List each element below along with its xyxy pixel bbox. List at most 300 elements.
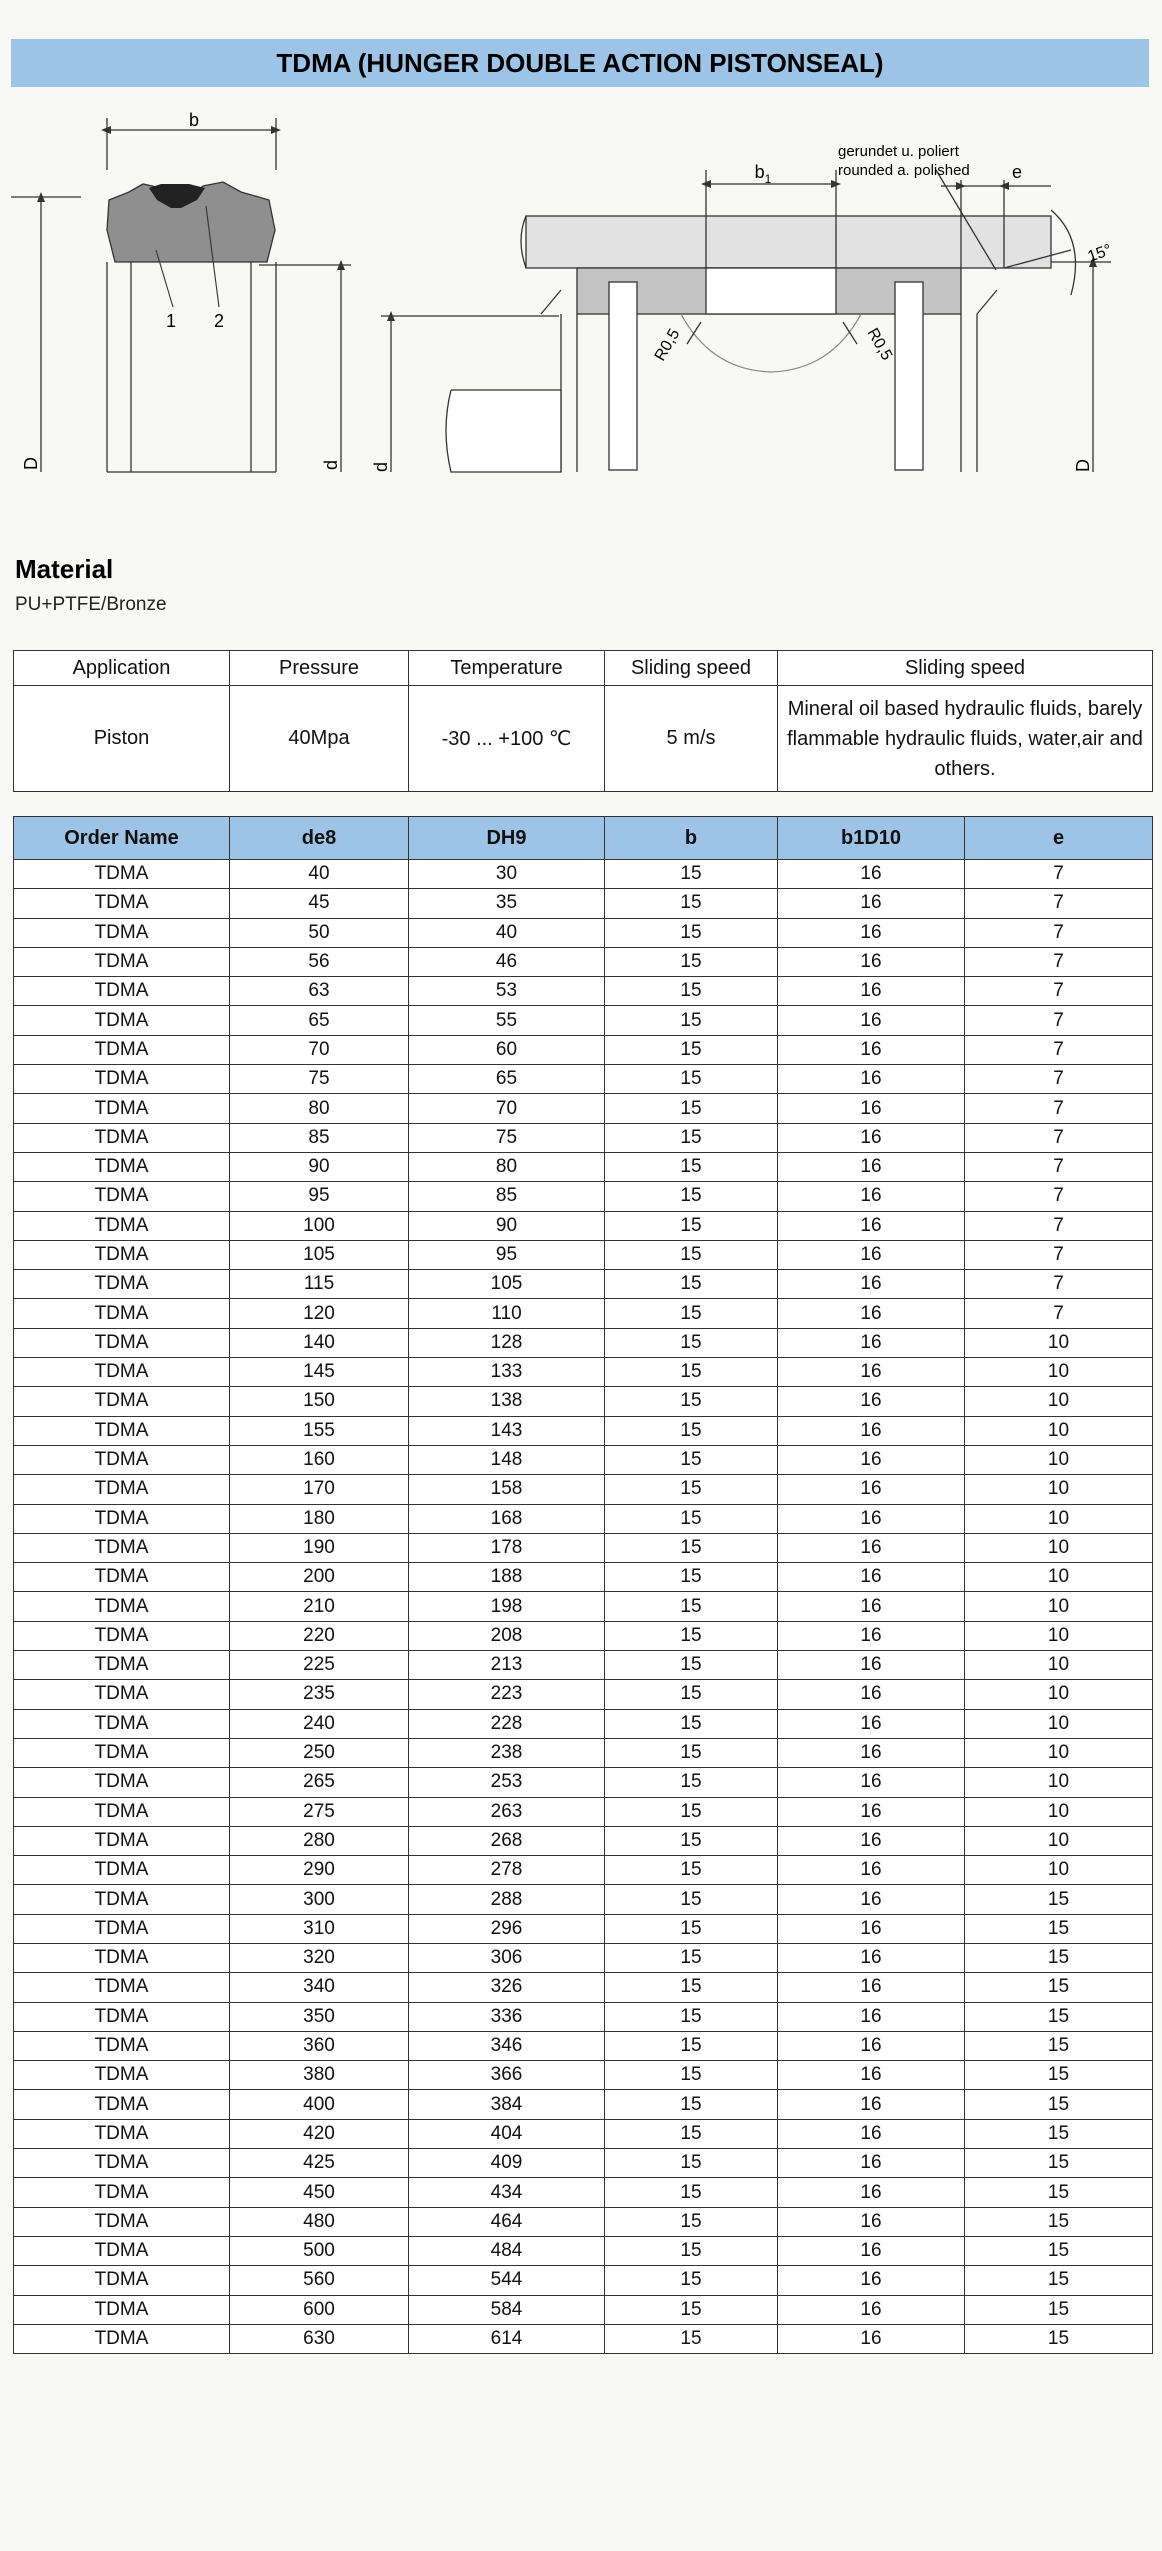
- cell-b: 15: [605, 947, 778, 976]
- cell-e: 10: [965, 1328, 1153, 1357]
- cell-de8: 425: [230, 2149, 409, 2178]
- cell-b1d10: 16: [778, 1768, 965, 1797]
- table-row: [14, 1094, 1153, 1123]
- cell-b1d10: 16: [778, 1006, 965, 1035]
- cell-b1d10: 16: [778, 1826, 965, 1855]
- cell-de8: 50: [230, 918, 409, 947]
- cell-de8: 95: [230, 1182, 409, 1211]
- cell-b: 15: [605, 2061, 778, 2090]
- cell-dh9: 60: [409, 1035, 605, 1064]
- cell-b: 15: [605, 2236, 778, 2265]
- cell-de8: 200: [230, 1563, 409, 1592]
- cell-order-name: TDMA: [14, 918, 230, 947]
- cell-de8: 630: [230, 2324, 409, 2353]
- dimension-label-b1: $b_1$: [754, 162, 772, 186]
- value-pressure: 40Mpa: [230, 686, 409, 792]
- cell-b: 15: [605, 1416, 778, 1445]
- material-value: PU+PTFE/Bronze: [15, 594, 167, 615]
- cell-b: 15: [605, 1738, 778, 1767]
- cell-dh9: 213: [409, 1651, 605, 1680]
- cell-b: 15: [605, 1358, 778, 1387]
- cell-b1d10: 16: [778, 2178, 965, 2207]
- dimension-label-d-right: d: [371, 461, 391, 472]
- cell-b: 15: [605, 1885, 778, 1914]
- cell-b1d10: 16: [778, 860, 965, 889]
- cell-order-name: TDMA: [14, 1445, 230, 1474]
- radius-label-right: R0,5: [863, 325, 896, 364]
- cell-de8: 180: [230, 1504, 409, 1533]
- cell-order-name: TDMA: [14, 1504, 230, 1533]
- cell-order-name: TDMA: [14, 1152, 230, 1181]
- cell-de8: 90: [230, 1152, 409, 1181]
- cell-b1d10: 16: [778, 2266, 965, 2295]
- cell-b: 15: [605, 918, 778, 947]
- table-row: [14, 2119, 1153, 2148]
- cell-e: 15: [965, 2119, 1153, 2148]
- cell-b1d10: 16: [778, 1738, 965, 1767]
- header-sliding-speed: Sliding speed: [605, 651, 778, 686]
- cell-dh9: 346: [409, 2031, 605, 2060]
- cell-order-name: TDMA: [14, 2207, 230, 2236]
- table-row: [14, 2061, 1153, 2090]
- cell-b: 15: [605, 1826, 778, 1855]
- table-row: [14, 2295, 1153, 2324]
- table-row: [14, 1592, 1153, 1621]
- cell-e: 15: [965, 2178, 1153, 2207]
- cell-e: 10: [965, 1856, 1153, 1885]
- cell-b1d10: 16: [778, 1797, 965, 1826]
- cell-dh9: 278: [409, 1856, 605, 1885]
- cell-order-name: TDMA: [14, 1826, 230, 1855]
- cell-order-name: TDMA: [14, 1651, 230, 1680]
- table-row: [14, 889, 1153, 918]
- cell-b1d10: 16: [778, 1065, 965, 1094]
- cell-e: 7: [965, 1211, 1153, 1240]
- cell-e: 10: [965, 1358, 1153, 1387]
- cell-order-name: TDMA: [14, 1240, 230, 1269]
- page-title: TDMA (HUNGER DOUBLE ACTION PISTONSEAL): [11, 39, 1149, 87]
- cell-b1d10: 16: [778, 1445, 965, 1474]
- value-sliding-speed: 5 m/s: [605, 686, 778, 792]
- cell-b: 15: [605, 1475, 778, 1504]
- cell-de8: 85: [230, 1123, 409, 1152]
- cell-e: 7: [965, 1035, 1153, 1064]
- cell-order-name: TDMA: [14, 2149, 230, 2178]
- cell-de8: 115: [230, 1270, 409, 1299]
- application-table-value-row: [14, 686, 1153, 792]
- cell-dh9: 30: [409, 860, 605, 889]
- table-row: [14, 1826, 1153, 1855]
- table-row: [14, 1504, 1153, 1533]
- dimension-label-e: e: [1011, 162, 1023, 182]
- cell-order-name: TDMA: [14, 2236, 230, 2265]
- cell-b: 15: [605, 1152, 778, 1181]
- cell-e: 15: [965, 1914, 1153, 1943]
- cell-dh9: 208: [409, 1621, 605, 1650]
- cell-b: 15: [605, 1328, 778, 1357]
- cell-b1d10: 16: [778, 889, 965, 918]
- table-row: [14, 1358, 1153, 1387]
- cell-b: 15: [605, 1768, 778, 1797]
- cell-e: 7: [965, 1123, 1153, 1152]
- application-table: [13, 650, 1153, 792]
- cell-order-name: TDMA: [14, 2090, 230, 2119]
- cell-e: 7: [965, 1240, 1153, 1269]
- cell-b: 15: [605, 1035, 778, 1064]
- cell-b: 15: [605, 1065, 778, 1094]
- cell-b: 15: [605, 1797, 778, 1826]
- cell-b: 15: [605, 1006, 778, 1035]
- header-dh9: DH9: [409, 817, 605, 860]
- cell-order-name: TDMA: [14, 1768, 230, 1797]
- cell-order-name: TDMA: [14, 1035, 230, 1064]
- cell-dh9: 70: [409, 1094, 605, 1123]
- cell-dh9: 35: [409, 889, 605, 918]
- cell-dh9: 75: [409, 1123, 605, 1152]
- table-row: [14, 947, 1153, 976]
- cell-dh9: 614: [409, 2324, 605, 2353]
- seal-technical-drawing: [11, 100, 1151, 500]
- cell-b1d10: 16: [778, 2031, 965, 2060]
- cell-dh9: 110: [409, 1299, 605, 1328]
- cell-b1d10: 16: [778, 1504, 965, 1533]
- cell-b: 15: [605, 1943, 778, 1972]
- cell-b1d10: 16: [778, 1358, 965, 1387]
- cell-dh9: 288: [409, 1885, 605, 1914]
- table-row: [14, 2178, 1153, 2207]
- cell-order-name: TDMA: [14, 1738, 230, 1767]
- cell-e: 7: [965, 1065, 1153, 1094]
- cell-order-name: TDMA: [14, 1592, 230, 1621]
- cell-de8: 190: [230, 1533, 409, 1562]
- table-row: [14, 1621, 1153, 1650]
- header-pressure: Pressure: [230, 651, 409, 686]
- cell-b1d10: 16: [778, 1885, 965, 1914]
- cell-de8: 145: [230, 1358, 409, 1387]
- header-sliding-speed-media: Sliding speed: [778, 651, 1153, 686]
- table-row: [14, 1123, 1153, 1152]
- cell-order-name: TDMA: [14, 2266, 230, 2295]
- cell-b: 15: [605, 1973, 778, 2002]
- table-row: [14, 1182, 1153, 1211]
- cell-order-name: TDMA: [14, 2119, 230, 2148]
- cell-de8: 235: [230, 1680, 409, 1709]
- cell-dh9: 188: [409, 1563, 605, 1592]
- cell-order-name: TDMA: [14, 1797, 230, 1826]
- cell-dh9: 404: [409, 2119, 605, 2148]
- cell-de8: 80: [230, 1094, 409, 1123]
- cell-dh9: 296: [409, 1914, 605, 1943]
- table-row: [14, 1270, 1153, 1299]
- cell-e: 15: [965, 2031, 1153, 2060]
- table-row: [14, 2002, 1153, 2031]
- cell-b1d10: 16: [778, 1856, 965, 1885]
- cell-dh9: 168: [409, 1504, 605, 1533]
- cell-b: 15: [605, 2149, 778, 2178]
- table-row: [14, 1035, 1153, 1064]
- cell-de8: 105: [230, 1240, 409, 1269]
- cell-b1d10: 16: [778, 1299, 965, 1328]
- cell-b: 15: [605, 1680, 778, 1709]
- table-row: [14, 1152, 1153, 1181]
- cell-b1d10: 16: [778, 1563, 965, 1592]
- cell-e: 15: [965, 1943, 1153, 1972]
- cell-e: 15: [965, 2149, 1153, 2178]
- cell-de8: 420: [230, 2119, 409, 2148]
- cell-de8: 265: [230, 1768, 409, 1797]
- cell-order-name: TDMA: [14, 2178, 230, 2207]
- dimension-label-b: b: [188, 110, 200, 130]
- cell-b1d10: 16: [778, 1533, 965, 1562]
- cell-dh9: 85: [409, 1182, 605, 1211]
- cell-b: 15: [605, 2119, 778, 2148]
- cell-e: 10: [965, 1445, 1153, 1474]
- cell-dh9: 143: [409, 1416, 605, 1445]
- cell-dh9: 336: [409, 2002, 605, 2031]
- cell-dh9: 268: [409, 1826, 605, 1855]
- table-row: [14, 1533, 1153, 1562]
- cell-dh9: 158: [409, 1475, 605, 1504]
- cell-dh9: 228: [409, 1709, 605, 1738]
- table-row: [14, 1065, 1153, 1094]
- table-row: [14, 1006, 1153, 1035]
- cell-order-name: TDMA: [14, 1709, 230, 1738]
- surface-note-de: gerundet u. poliert: [838, 143, 959, 160]
- cell-order-name: TDMA: [14, 2002, 230, 2031]
- cell-e: 10: [965, 1651, 1153, 1680]
- cell-de8: 360: [230, 2031, 409, 2060]
- cell-dh9: 53: [409, 977, 605, 1006]
- cell-de8: 56: [230, 947, 409, 976]
- cell-b: 15: [605, 2031, 778, 2060]
- cell-de8: 400: [230, 2090, 409, 2119]
- cell-e: 10: [965, 1504, 1153, 1533]
- cell-de8: 65: [230, 1006, 409, 1035]
- table-row: [14, 2090, 1153, 2119]
- cell-order-name: TDMA: [14, 2324, 230, 2353]
- dimension-label-D-right: D: [1073, 459, 1093, 472]
- value-application: Piston: [14, 686, 230, 792]
- cell-e: 15: [965, 2090, 1153, 2119]
- cell-b: 15: [605, 1182, 778, 1211]
- table-row: [14, 1240, 1153, 1269]
- cell-b: 15: [605, 1387, 778, 1416]
- part-label-1: 1: [165, 311, 177, 331]
- cell-e: 7: [965, 977, 1153, 1006]
- cell-de8: 75: [230, 1065, 409, 1094]
- table-row: [14, 1768, 1153, 1797]
- cell-dh9: 326: [409, 1973, 605, 2002]
- header-application: Application: [14, 651, 230, 686]
- cell-b: 15: [605, 977, 778, 1006]
- cell-dh9: 464: [409, 2207, 605, 2236]
- cell-dh9: 409: [409, 2149, 605, 2178]
- surface-note-en: rounded a. polished: [838, 162, 970, 179]
- cell-order-name: TDMA: [14, 1299, 230, 1328]
- table-row: [14, 1445, 1153, 1474]
- cell-dh9: 253: [409, 1768, 605, 1797]
- cell-de8: 340: [230, 1973, 409, 2002]
- cell-e: 7: [965, 1182, 1153, 1211]
- table-row: [14, 1211, 1153, 1240]
- cell-order-name: TDMA: [14, 977, 230, 1006]
- cell-e: 10: [965, 1387, 1153, 1416]
- cell-de8: 150: [230, 1387, 409, 1416]
- cell-dh9: 40: [409, 918, 605, 947]
- cell-order-name: TDMA: [14, 1475, 230, 1504]
- table-row: [14, 1797, 1153, 1826]
- cell-de8: 225: [230, 1651, 409, 1680]
- cell-de8: 500: [230, 2236, 409, 2265]
- angle-label: 15°: [1085, 241, 1115, 266]
- cell-de8: 350: [230, 2002, 409, 2031]
- cell-b1d10: 16: [778, 1943, 965, 1972]
- cell-order-name: TDMA: [14, 1563, 230, 1592]
- cell-b1d10: 16: [778, 1387, 965, 1416]
- cell-de8: 170: [230, 1475, 409, 1504]
- cell-dh9: 434: [409, 2178, 605, 2207]
- cell-b: 15: [605, 1856, 778, 1885]
- part-label-2: 2: [213, 311, 225, 331]
- table-row: [14, 1738, 1153, 1767]
- cell-de8: 45: [230, 889, 409, 918]
- cell-b: 15: [605, 1651, 778, 1680]
- cell-dh9: 198: [409, 1592, 605, 1621]
- cell-b: 15: [605, 2178, 778, 2207]
- cell-b1d10: 16: [778, 1592, 965, 1621]
- cell-order-name: TDMA: [14, 1065, 230, 1094]
- cell-dh9: 178: [409, 1533, 605, 1562]
- cell-b1d10: 16: [778, 1621, 965, 1650]
- cell-e: 7: [965, 1270, 1153, 1299]
- cell-b: 15: [605, 1563, 778, 1592]
- cell-dh9: 95: [409, 1240, 605, 1269]
- cell-b1d10: 16: [778, 2149, 965, 2178]
- table-row: [14, 1943, 1153, 1972]
- cell-b1d10: 16: [778, 1270, 965, 1299]
- cell-b: 15: [605, 2090, 778, 2119]
- cell-b: 15: [605, 2324, 778, 2353]
- cell-e: 7: [965, 947, 1153, 976]
- cell-dh9: 238: [409, 1738, 605, 1767]
- cell-dh9: 306: [409, 1943, 605, 1972]
- cell-de8: 380: [230, 2061, 409, 2090]
- cell-order-name: TDMA: [14, 2295, 230, 2324]
- cell-e: 10: [965, 1533, 1153, 1562]
- cell-de8: 210: [230, 1592, 409, 1621]
- table-row: [14, 2031, 1153, 2060]
- cell-de8: 240: [230, 1709, 409, 1738]
- cell-e: 15: [965, 2324, 1153, 2353]
- cell-dh9: 263: [409, 1797, 605, 1826]
- table-row: [14, 2149, 1153, 2178]
- cell-e: 7: [965, 1006, 1153, 1035]
- cell-order-name: TDMA: [14, 1914, 230, 1943]
- cell-b: 15: [605, 1094, 778, 1123]
- table-row: [14, 977, 1153, 1006]
- cell-b1d10: 16: [778, 1094, 965, 1123]
- cell-e: 7: [965, 1299, 1153, 1328]
- cell-dh9: 223: [409, 1680, 605, 1709]
- cell-e: 7: [965, 1094, 1153, 1123]
- cell-b1d10: 16: [778, 1182, 965, 1211]
- cell-b: 15: [605, 1445, 778, 1474]
- table-row: [14, 1680, 1153, 1709]
- cell-de8: 140: [230, 1328, 409, 1357]
- cell-dh9: 128: [409, 1328, 605, 1357]
- cell-b1d10: 16: [778, 2061, 965, 2090]
- cell-b: 15: [605, 1123, 778, 1152]
- table-row: [14, 2236, 1153, 2265]
- header-e: e: [965, 817, 1153, 860]
- cell-order-name: TDMA: [14, 1358, 230, 1387]
- table-row: [14, 2266, 1153, 2295]
- table-row: [14, 1416, 1153, 1445]
- cell-e: 10: [965, 1621, 1153, 1650]
- cell-e: 15: [965, 2207, 1153, 2236]
- cell-de8: 300: [230, 1885, 409, 1914]
- cell-order-name: TDMA: [14, 1416, 230, 1445]
- cell-dh9: 65: [409, 1065, 605, 1094]
- cell-b: 15: [605, 1270, 778, 1299]
- cell-b1d10: 16: [778, 2090, 965, 2119]
- cell-b1d10: 16: [778, 2207, 965, 2236]
- cell-e: 10: [965, 1592, 1153, 1621]
- table-row: [14, 1299, 1153, 1328]
- cell-b: 15: [605, 2002, 778, 2031]
- cell-b1d10: 16: [778, 1973, 965, 2002]
- cell-b1d10: 16: [778, 1123, 965, 1152]
- cell-e: 7: [965, 889, 1153, 918]
- cell-de8: 250: [230, 1738, 409, 1767]
- cell-dh9: 366: [409, 2061, 605, 2090]
- cell-order-name: TDMA: [14, 1182, 230, 1211]
- cell-b: 15: [605, 1709, 778, 1738]
- cell-de8: 220: [230, 1621, 409, 1650]
- cell-b1d10: 16: [778, 1211, 965, 1240]
- cell-b1d10: 16: [778, 1416, 965, 1445]
- cell-b: 15: [605, 1621, 778, 1650]
- cell-dh9: 138: [409, 1387, 605, 1416]
- table-row: [14, 1328, 1153, 1357]
- table-row: [14, 2324, 1153, 2353]
- cell-e: 10: [965, 1826, 1153, 1855]
- cell-dh9: 584: [409, 2295, 605, 2324]
- cell-de8: 120: [230, 1299, 409, 1328]
- cell-b1d10: 16: [778, 1651, 965, 1680]
- cell-de8: 280: [230, 1826, 409, 1855]
- cell-order-name: TDMA: [14, 1885, 230, 1914]
- cell-de8: 70: [230, 1035, 409, 1064]
- cell-order-name: TDMA: [14, 889, 230, 918]
- cell-b: 15: [605, 860, 778, 889]
- cell-dh9: 484: [409, 2236, 605, 2265]
- cell-b1d10: 16: [778, 918, 965, 947]
- cell-b: 15: [605, 2266, 778, 2295]
- cell-order-name: TDMA: [14, 1973, 230, 2002]
- table-row: [14, 1709, 1153, 1738]
- cell-order-name: TDMA: [14, 1680, 230, 1709]
- header-b1d10: b1D10: [778, 817, 965, 860]
- cell-e: 10: [965, 1563, 1153, 1592]
- cell-e: 10: [965, 1416, 1153, 1445]
- cell-order-name: TDMA: [14, 1621, 230, 1650]
- cell-de8: 320: [230, 1943, 409, 1972]
- cell-order-name: TDMA: [14, 1123, 230, 1152]
- table-row: [14, 1651, 1153, 1680]
- cell-b1d10: 16: [778, 1475, 965, 1504]
- value-temperature: -30 ... +100 ℃: [409, 686, 605, 792]
